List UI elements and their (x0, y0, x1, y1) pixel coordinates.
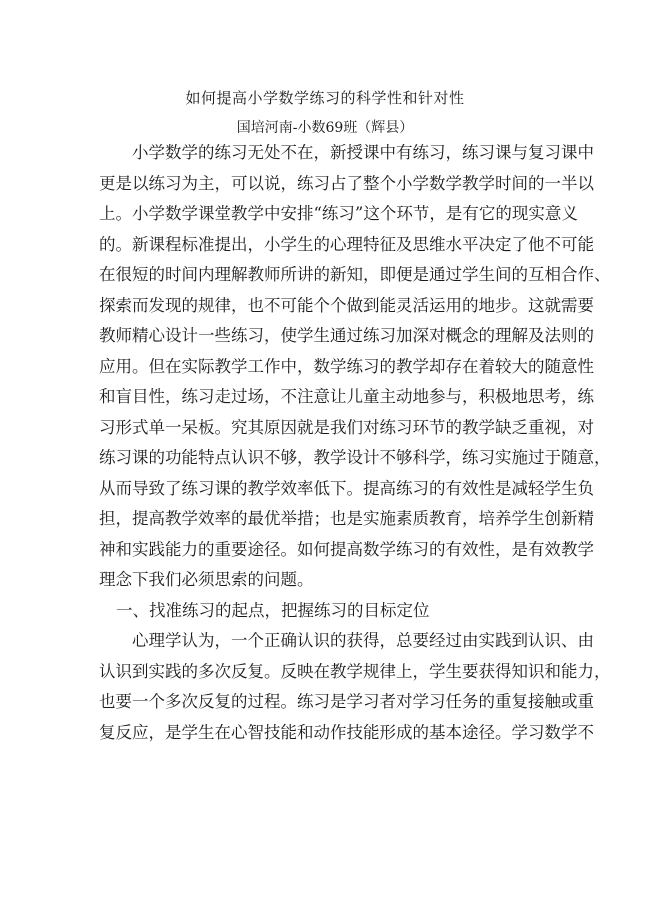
body-line: 神和实践能力的重要途径。如何提高数学练习的有效性，是有效教学 (99, 539, 594, 559)
body-line: 复反应，是学生在心智技能和动作技能形成的基本途径。学习数学不 (99, 722, 594, 742)
body-line: 探索而发现的规律，也不可能个个做到能灵活运用的地步。这就需要 (99, 295, 594, 315)
body-line: 练习课的功能特点认识不够，教学设计不够科学，练习实施过于随意， (99, 448, 611, 467)
body-line: 从而导致了练习课的教学效率低下。提高练习的有效性是减轻学生负 (99, 478, 594, 498)
body-line: 担，提高教学效率的最优举措；也是实施素质教育，培养学生创新精 (99, 509, 594, 528)
body-line: 的。新课程标准提出，小学生的心理特征及思维水平决定了他不可能 (99, 234, 594, 254)
body-line: 也要一个多次反复的过程。练习是学习者对学习任务的重复接触或重 (99, 692, 594, 711)
document-body (99, 138, 611, 748)
document-title: 如何提高小学数学练习的科学性和针对性 (185, 89, 465, 107)
body-line: 应用。但在实际教学工作中，数学练习的教学却存在着较大的随意性 (99, 356, 594, 376)
body-line: 更是以练习为主，可以说，练习占了整个小学数学教学时间的一半以 (99, 173, 594, 193)
body-line: 和盲目性，练习走过场，不注意让儿童主动地参与，积极地思考，练 (99, 387, 594, 406)
body-line: 理念下我们必须思索的问题。 (99, 570, 314, 589)
body-line: 习形式单一呆板。究其原因就是我们对练习环节的教学缺乏重视，对 (99, 417, 594, 437)
section-heading: 一、找准练习的起点，把握练习的目标定位 (116, 600, 430, 620)
body-line: 心理学认为，一个正确认识的获得，总要经过由实践到认识、由 (132, 631, 594, 650)
document-subtitle: 国培河南-小数69班（辉县） (236, 120, 414, 136)
body-line: 认识到实践的多次反复。反映在教学规律上，学生要获得知识和能力， (99, 661, 611, 681)
body-line: 在很短的时间内理解教师所讲的新知，即便是通过学生间的互相合作、 (99, 265, 611, 284)
body-line: 小学数学的练习无处不在，新授课中有练习，练习课与复习课中 (132, 143, 594, 162)
body-line: 教师精心设计一些练习，使学生通过练习加深对概念的理解及法则的 (99, 326, 594, 345)
body-line: 上。小学数学课堂教学中安排“练习”这个环节，是有它的现实意义 (99, 204, 578, 223)
